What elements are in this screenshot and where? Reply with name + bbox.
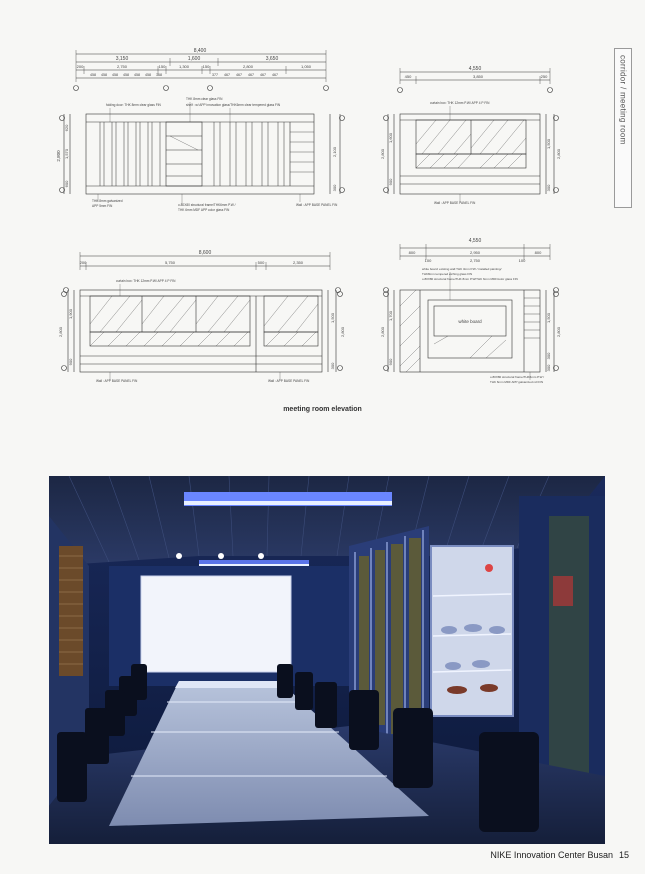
section-tab-label: corridor / meeting room [618, 55, 628, 145]
tr-dim: 3,850 [472, 74, 484, 79]
br-dim: 100 [518, 258, 526, 263]
tl-note: APP 5mm FIN [92, 204, 113, 208]
tl-dim: 3,150 [115, 56, 129, 62]
publication-title: NIKE Innovation Center Busan [490, 850, 613, 860]
tr-dim: 2,800 [380, 148, 385, 160]
tr-dim: 900 [388, 178, 393, 186]
br-dim: 2,800 [556, 326, 561, 338]
elevation-bottom-left [62, 252, 343, 380]
bl-dim: 200 [79, 260, 87, 265]
tl-dim: 1,570 [64, 148, 69, 160]
tl-dim: 467 [236, 73, 242, 77]
tl-height-dim: 2,800 [56, 150, 61, 162]
tl-dim: 2,800 [242, 64, 254, 69]
tr-note: curtain box: THK 12mm P.W/ APP 4 P FIN [430, 101, 490, 105]
tl-dim: 458 [90, 73, 96, 77]
bl-dim: 2,350 [292, 260, 304, 265]
elevation-bottom-right [384, 244, 559, 380]
tl-dim: 458 [112, 73, 118, 77]
tl-note: THK 6mm MDF APP color glass FIN [178, 208, 230, 212]
br-dim: 300 [546, 352, 551, 360]
tl-dim: 467 [260, 73, 266, 77]
br-dim: 2,800 [380, 326, 385, 338]
tl-dim: 2,100 [332, 146, 337, 158]
tl-note: THK 8mm clear glass FIN [186, 97, 223, 101]
bl-dim: 500 [257, 260, 265, 265]
tl-note: folding door: THK 8mm clear glass FIN [106, 103, 161, 107]
tl-dim: 458 [123, 73, 129, 77]
bl-dim: 900 [68, 358, 73, 366]
tl-note: Wall : APP BASE PANEL FIN [296, 203, 338, 207]
bl-note: Wall : APP BASE PANEL FIN [96, 379, 138, 383]
tl-dim: 467 [224, 73, 230, 77]
tl-dim: 458 [134, 73, 140, 77]
tl-dim: 600 [64, 180, 69, 188]
elevation-drawings [50, 44, 610, 384]
br-dim: 100 [424, 258, 432, 263]
tr-dim: 250 [540, 74, 548, 79]
tl-dim: 1,050 [300, 64, 312, 69]
bl-dim: 1,900 [68, 308, 73, 320]
br-dim: 300 [546, 364, 551, 372]
bl-note: Wall : APP BASE PANEL FIN [268, 379, 310, 383]
br-dim: 800 [408, 250, 416, 255]
tl-dim: 1,300 [178, 64, 190, 69]
tl-dim: 467 [248, 73, 254, 77]
tr-dim: 300 [546, 184, 551, 192]
bl-dim: 300 [330, 362, 335, 370]
meeting-room-photo [49, 476, 605, 844]
tl-dim: 150 [158, 64, 166, 69]
tl-note: shelf : w/ APP innovation glass/THK6mm clear tempered glass FIN [186, 103, 281, 107]
br-overall-dim: 4,550 [468, 238, 482, 244]
tr-note: Wall : APP BASE PANEL FIN [434, 201, 476, 205]
tr-dim: 1,500 [546, 138, 551, 150]
tl-dim: 3,650 [265, 56, 279, 62]
page-number: 15 [618, 850, 629, 860]
tl-note: o.80X80 structural frame/THK6mm P.W / [178, 203, 236, 207]
br-note: white board: existing wall THK 3mm P.W / installed painting/ [422, 267, 502, 271]
bl-dim: 2,800 [340, 326, 345, 338]
tl-dim: 458 [101, 73, 107, 77]
whiteboard-label: white board [458, 319, 482, 324]
tl-dim: 377 [212, 73, 218, 77]
bl-note: curtain box: THK 12mm P.W/ APP 4 P FIN [116, 279, 176, 283]
tl-dim: 458 [145, 73, 151, 77]
tr-dim: 450 [404, 74, 412, 79]
tl-dim: 467 [272, 73, 278, 77]
page-footer [490, 850, 629, 860]
tl-dim: 1,600 [187, 56, 201, 62]
br-dim: 2,950 [469, 250, 481, 255]
br-note: o.80X80 structural frame/THK6mm P.W / [490, 375, 545, 379]
tl-dim: 300 [332, 184, 337, 192]
br-note: o.80X80 structural frame/THK 8mm P.W/THK 6mm MDF/color glass FIN [422, 277, 518, 281]
br-dim: 1,700 [388, 310, 393, 322]
tl-dim: 150 [202, 64, 210, 69]
br-note: THK 6mm MDF APP galvanized roll FIN [490, 380, 544, 384]
tl-overall-dim: 8,400 [193, 48, 207, 54]
tl-dim: 200 [76, 64, 84, 69]
tr-overall-dim: 4,550 [468, 66, 482, 72]
tl-dim: 2,750 [116, 64, 128, 69]
bl-dim: 5,750 [164, 260, 176, 265]
br-dim: 2,750 [469, 258, 481, 263]
br-dim: 800 [534, 250, 542, 255]
tr-dim: 2,800 [556, 148, 561, 160]
drawing-caption: meeting room elevation [283, 406, 362, 413]
bl-dim: 2,800 [58, 326, 63, 338]
tr-dim: 1,600 [388, 132, 393, 144]
br-dim: 900 [388, 358, 393, 366]
tl-note: THK 8mm galvanized [92, 199, 123, 203]
tl-dim: 368 [156, 73, 162, 77]
br-dim: 1,500 [546, 312, 551, 324]
elevation-top-right [384, 68, 559, 202]
section-tab [614, 48, 632, 208]
br-note: THK8mm tempered etching glass FIN [422, 272, 473, 276]
bl-dim: 1,500 [330, 312, 335, 324]
tl-dim: 620 [64, 124, 69, 132]
bl-overall-dim: 8,600 [198, 250, 212, 256]
